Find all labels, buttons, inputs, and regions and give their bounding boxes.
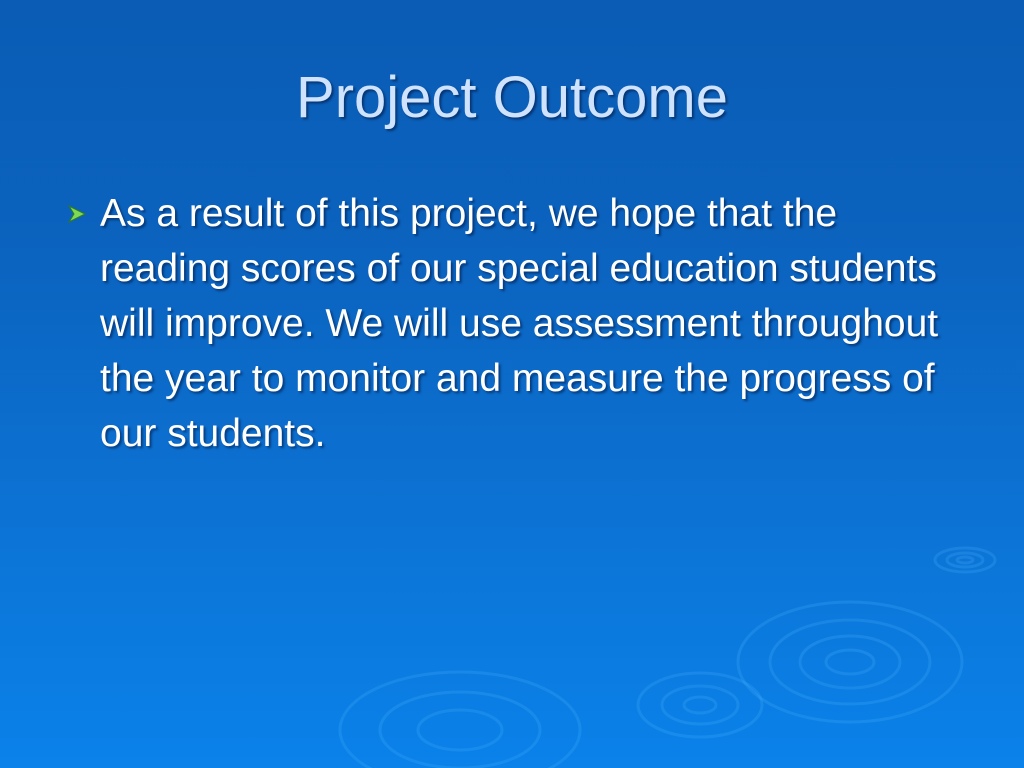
arrow-bullet-icon	[66, 186, 92, 242]
slide-title: Project Outcome	[296, 65, 728, 130]
bullet-item	[66, 186, 966, 461]
bullet-text: As a result of this project, we hope that the reading scores of our special education students will improve. We will use assessment throughout the year to monitor and measure the progress of our students.	[100, 192, 939, 455]
